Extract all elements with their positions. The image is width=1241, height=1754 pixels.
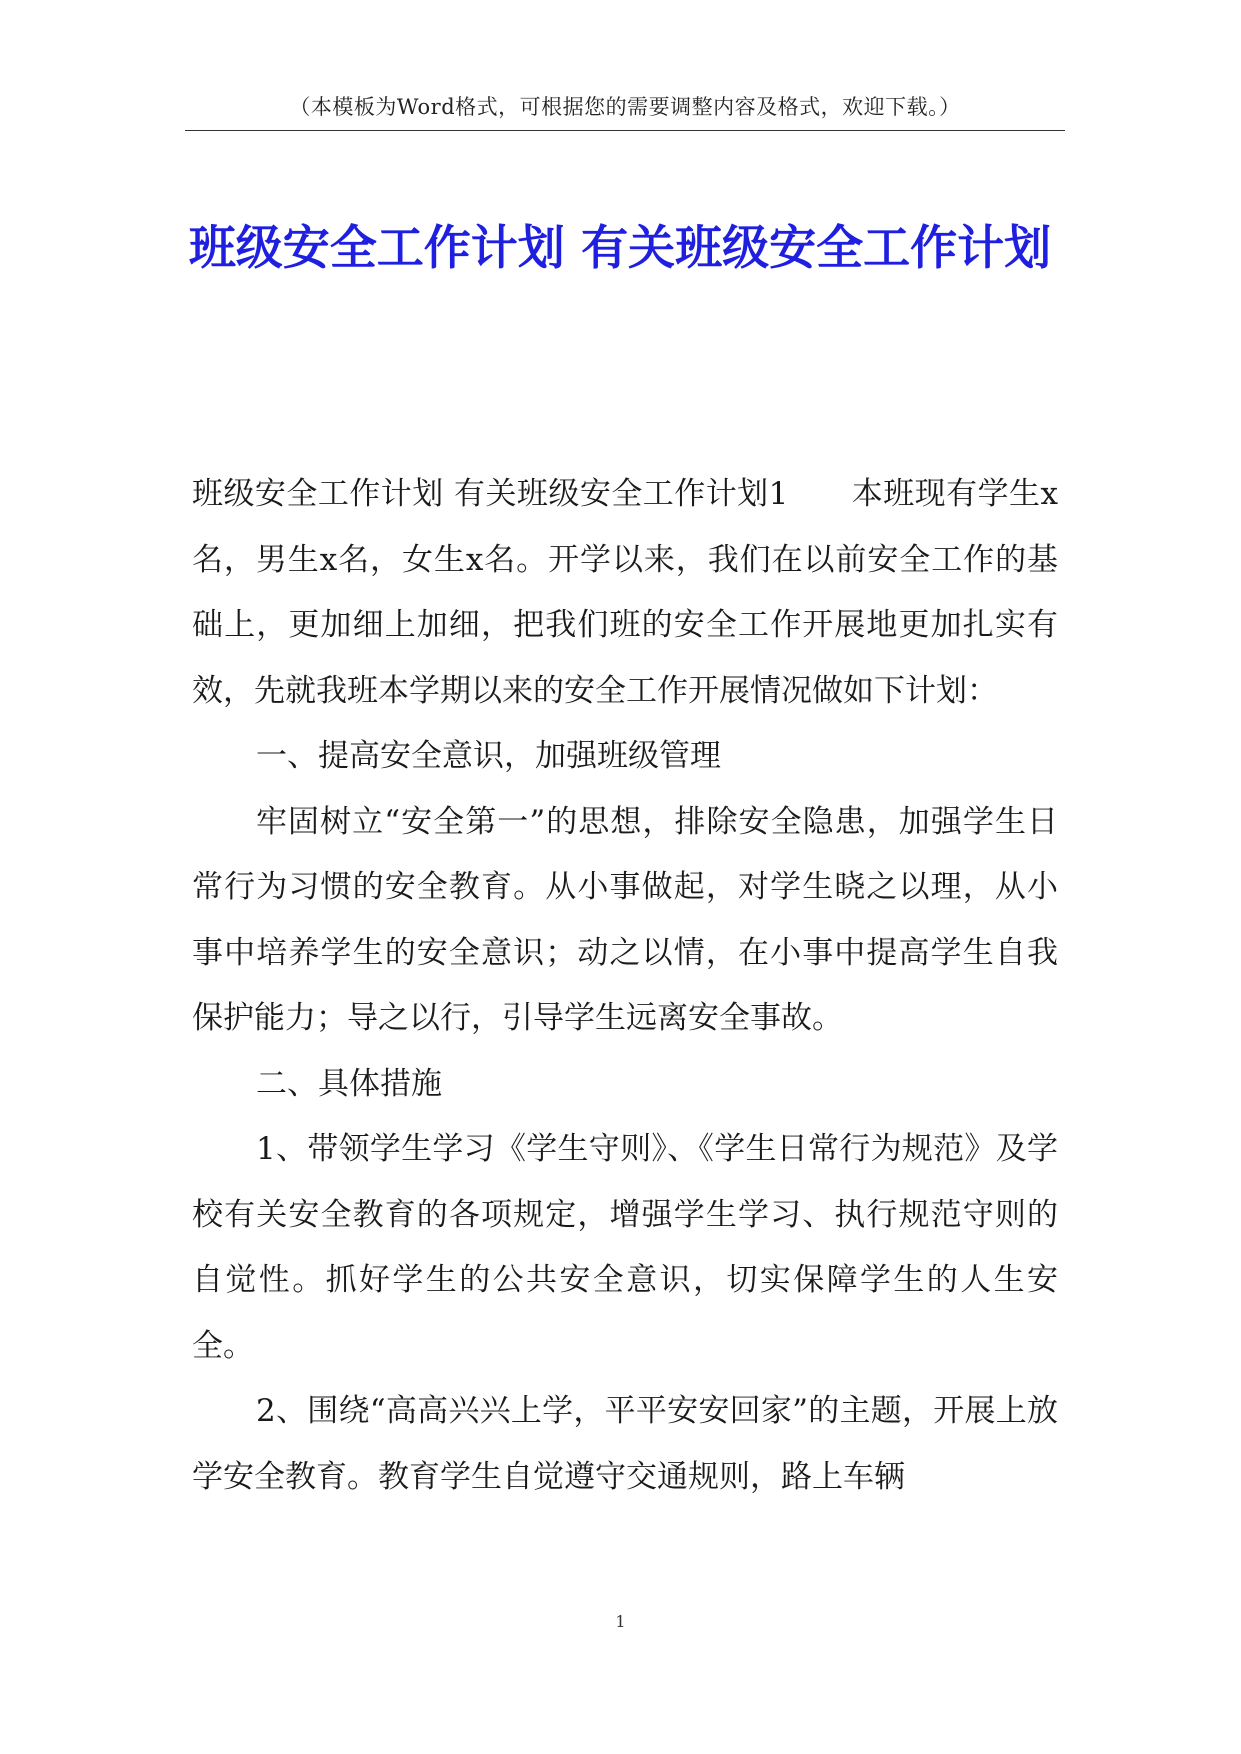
section-one-paragraph: 牢固树立“安全第一”的思想，排除安全隐患，加强学生日常行为习惯的安全教育。从小事做起，对学生晓之以理，从小事中培养学生的安全意识；动之以情，在小事中提高学生自我保护能力；导之以行，引导学生远离安全事故。 [192, 803, 1058, 1036]
document-title: 班级安全工作计划 有关班级安全工作计划 [188, 221, 1052, 276]
measure-item-1: 1、带领学生学习《学生守则》、《学生日常行为规范》及学校有关安全教育的各项规定，增强学生学习、执行规范守则的自觉性。抓好学生的公共安全意识，切实保障学生的人生安全。 [192, 1131, 1058, 1364]
template-note-header: （本模板为Word格式，可根据您的需要调整内容及格式，欢迎下载。） [289, 95, 961, 119]
section-heading-two: 二、具体措施 [256, 1065, 442, 1102]
page-number: 1 [615, 1612, 626, 1631]
header-divider [185, 130, 1065, 131]
document-body [192, 462, 1058, 1510]
measure-item-2: 2、围绕“高高兴兴上学，平平安安回家”的主题，开展上放学安全教育。教育学生自觉遵守交通规则，路上车辆 [192, 1393, 1058, 1495]
section-heading-one: 一、提高安全意识，加强班级管理 [256, 738, 721, 774]
intro-paragraph: 班级安全工作计划 有关班级安全工作计划1 本班现有学生x名，男生x名，女生x名。开学以来，我们在以前安全工作的基础上，更加细上加细，把我们班的安全工作开展地更加扎实有效，先就我班本学期以来的安全工作开展情况做如下计划： [192, 476, 1058, 709]
